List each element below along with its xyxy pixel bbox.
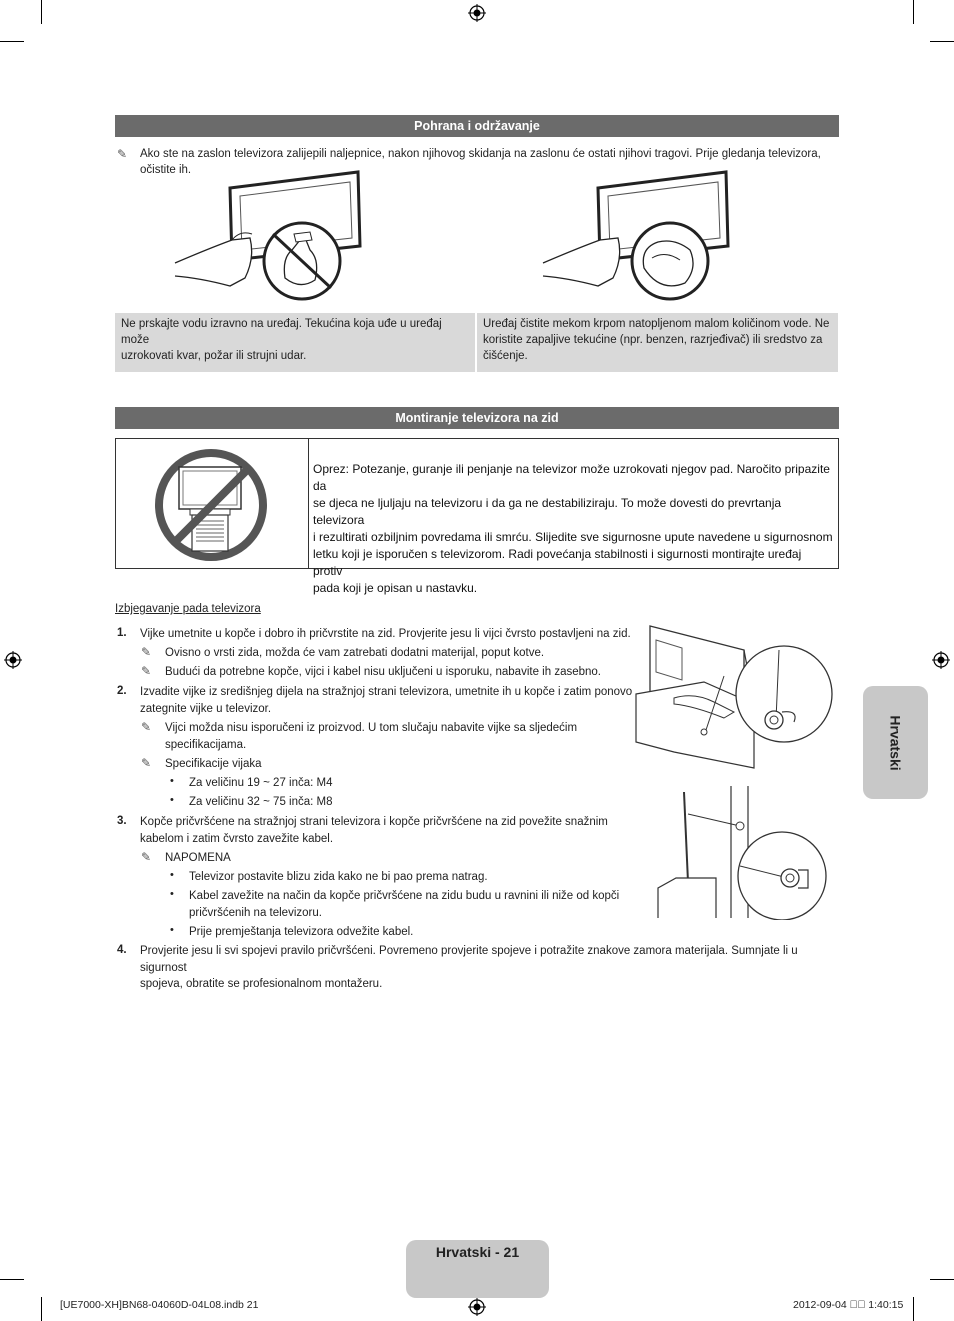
- step-number: 3.: [117, 815, 127, 827]
- section-title-storage: Pohrana i održavanje: [115, 115, 839, 137]
- footer-timestamp: 2012-09-04 ￿￿ 1:40:15: [793, 1299, 904, 1311]
- pencil-note-icon: ✎: [141, 720, 152, 734]
- screw-spec-1: Za veličinu 19 ~ 27 inča: M4: [189, 777, 333, 789]
- note-text: Ako ste na zaslon televizora zalijepili naljepnice, nakon njihovog skidanja na zaslonu će ostati njihovi tragovi. Prije gledanja televizora, očistite ih.: [140, 148, 821, 176]
- step-3-line: kabelom i zatim čvrsto zavežite kabel.: [140, 832, 334, 845]
- bullet-icon: •: [170, 924, 174, 936]
- step-2-note-1: [165, 720, 577, 753]
- crop-mark: [0, 1279, 24, 1280]
- step-number: 2.: [117, 685, 127, 697]
- warning-line: pada koji je opisan u nastavku.: [313, 581, 478, 595]
- step-4-line: spojeva, obratite se profesionalnom montažeru.: [140, 978, 383, 990]
- caption-right-line: čišćenje.: [483, 350, 528, 362]
- step-number: 4.: [117, 944, 127, 956]
- cloth-cleaning-illustration: [540, 168, 740, 303]
- bullet-icon: •: [170, 888, 174, 900]
- step-3-line: Kopče pričvršćene na stražnjoj strani televizora i kopče pričvršćene na zid povežite snažnim: [140, 816, 608, 828]
- no-climbing-prohibited-icon: [152, 447, 270, 563]
- step-3-bullet-1: Televizor postavite blizu zida kako ne bi pao prema natrag.: [189, 871, 488, 883]
- crop-mark: [0, 41, 24, 42]
- warning-line: letku koji je isporučen s televizorom. Radi povećanja stabilnosti i sigurnosti montirajte uređaj protiv: [313, 547, 802, 578]
- footer-file-info: [UE7000-XH]BN68-04060D-04L08.indb 21: [60, 1299, 259, 1311]
- warning-line: i rezultirati ozbiljnim povredama ili smrću. Slijedite sve sigurnosne upute navedene u sigurnosnom: [313, 530, 833, 544]
- step-1-text: Vijke umetnite u kopče i dobro ih pričvrstite na zid. Provjerite jesu li vijci čvrsto postavljeni na zid.: [140, 628, 631, 640]
- pencil-note-icon: ✎: [141, 850, 152, 864]
- warning-divider: [308, 438, 309, 569]
- step-2-text: [140, 684, 632, 717]
- crop-mark: [41, 0, 42, 24]
- step-3-bullet-2-line: Kabel zavežite na način da kopče pričvršćene na zidu budu u ravnini ili niže od kopči: [189, 890, 620, 902]
- warning-line: Oprez: Potezanje, guranje ili penjanje na televizor može uzrokovati njegov pad. Naročito pripazite da: [313, 462, 830, 493]
- caption-right: [477, 313, 838, 372]
- step-3-note-label: NAPOMENA: [165, 852, 231, 864]
- screw-spec-2: Za veličinu 32 ~ 75 inča: M8: [189, 796, 333, 808]
- pencil-note-icon: ✎: [141, 645, 152, 659]
- warning-line: se djeca ne ljuljaju na televizoru i da ga ne destabiliziraju. To može dovesti do prevrtanja televizora: [313, 496, 782, 527]
- bullet-icon: •: [170, 869, 174, 881]
- step-4-text: [140, 943, 840, 993]
- step-number: 1.: [117, 627, 127, 639]
- crop-mark: [913, 1297, 914, 1321]
- step-2-note-line: specifikacijama.: [165, 738, 247, 751]
- caption-right-line: koristite zapaljive tekućine (npr. benzen, razrjeđivač) ili sredstvo za: [483, 334, 823, 346]
- crop-mark: [930, 41, 954, 42]
- pencil-note-icon: ✎: [141, 664, 152, 678]
- prevent-falling-heading: Izbjegavanje pada televizora: [115, 603, 261, 615]
- step-3-bullet-3: Prije premještanja televizora odvežite kabel.: [189, 926, 414, 938]
- pencil-note-icon: ✎: [141, 756, 152, 770]
- language-side-tab-text: Hrvatski: [887, 714, 904, 771]
- registration-mark-icon: [932, 651, 950, 669]
- step-2-line: zategnite vijke u televizor.: [140, 702, 272, 715]
- bullet-icon: •: [170, 775, 174, 787]
- caption-left-line: uzrokovati kvar, požar ili strujni udar.: [121, 350, 307, 362]
- spray-prohibited-illustration: [170, 168, 370, 303]
- page-number: Hrvatski - 21: [435, 1244, 520, 1260]
- registration-mark-icon: [468, 4, 486, 22]
- step-3-text: [140, 814, 608, 847]
- registration-mark-icon: [4, 651, 22, 669]
- step-2-note-line: Vijci možda nisu isporučeni iz proizvod. U tom slučaju nabavite vijke sa sljedećim: [165, 722, 578, 734]
- caption-left-line: Ne prskajte vodu izravno na uređaj. Tekućina koja uđe u uređaj može: [121, 318, 442, 346]
- crop-mark: [930, 1279, 954, 1280]
- section-title-wall-mount: Montiranje televizora na zid: [115, 407, 839, 429]
- step-4-line: Provjerite jesu li svi spojevi pravilo pričvršćeni. Povremeno provjerite spojeve i potražite znakove zamora materijala. Sumnjate li u sigurnost: [140, 945, 798, 974]
- caption-left: [115, 313, 475, 372]
- step-1-note-1: Ovisno o vrsti zida, možda će vam zatrebati dodatni materijal, poput kotve.: [165, 647, 545, 659]
- step-3-bullet-2: [189, 888, 619, 921]
- crop-mark: [913, 0, 914, 24]
- step-1-note-2: Budući da potrebne kopče, vijci i kabel nisu uključeni u isporuku, nabavite ih zasebno.: [165, 666, 601, 678]
- warning-text: [313, 461, 833, 597]
- crop-mark: [41, 1297, 42, 1321]
- bullet-icon: •: [170, 794, 174, 806]
- language-side-tab-label: [863, 686, 928, 799]
- tv-back-clip-illustration: [634, 622, 836, 770]
- step-2-line: Izvadite vijke iz središnjeg dijela na stražnjoj strani televizora, umetnite ih u kopče i zatim ponovo: [140, 686, 633, 698]
- step-3-bullet-2-line: pričvršćenih na televizoru.: [189, 906, 322, 919]
- tv-wall-cable-illustration: [656, 784, 836, 920]
- pencil-note-icon: ✎: [117, 147, 128, 161]
- step-2-note-2: Specifikacije vijaka: [165, 758, 262, 770]
- caption-right-line: Uređaj čistite mekom krpom natopljenom malom količinom vode. Ne: [483, 318, 830, 330]
- registration-mark-icon: [468, 1298, 486, 1316]
